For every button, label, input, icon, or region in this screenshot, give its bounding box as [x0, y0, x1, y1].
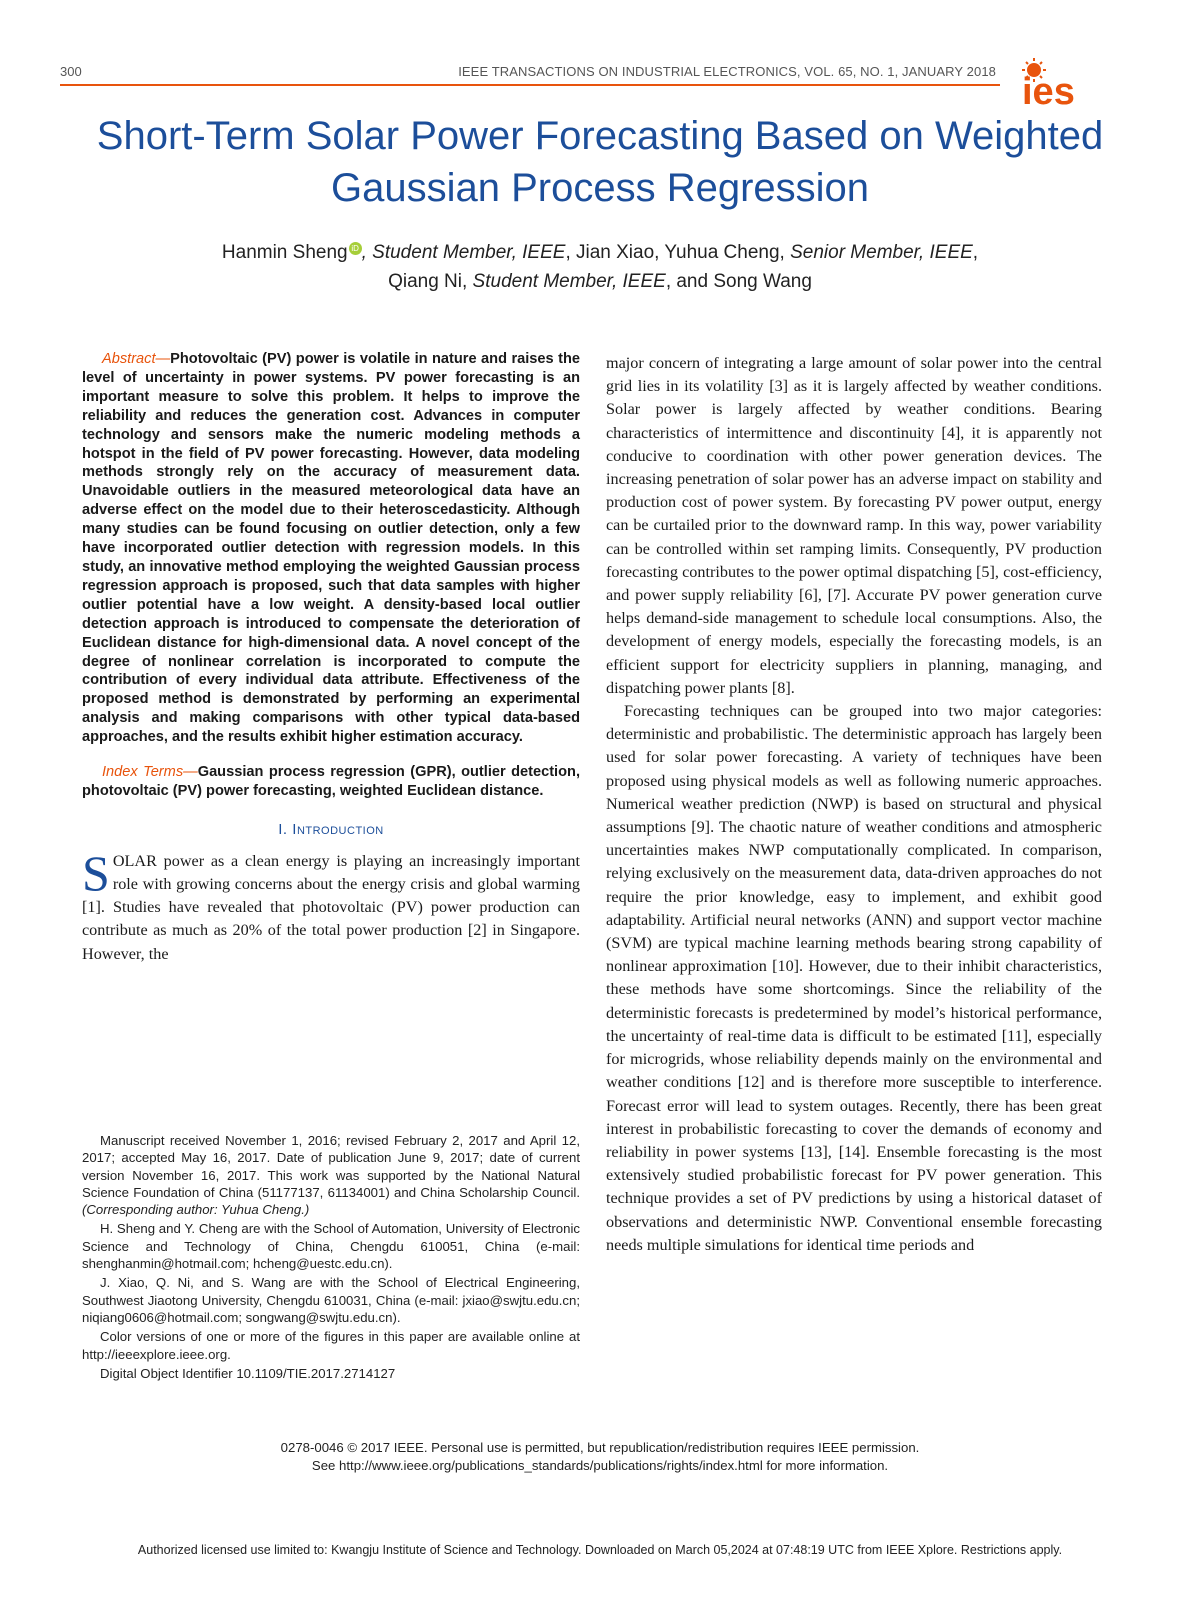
abstract: Abstract—Photovoltaic (PV) power is volatile in nature and raises the level of uncertainty in power systems. PV power forecasting is an important measure to solve this problem. It helps to improve the reliability and reduces the generation cost. Advances in computer technology and sensors make the numeric modeling methods a hotspot in the field of PV power forecasting. However, data modeling methods strongly rely on the accuracy of measurement data. Unavoidable outliers in the measured meteorological data have an adverse effect on the model due to their heteroscedasticity. Although many studies can be found focusing on outlier detection, only a few have incorporated outlier detection with regression models. In this study, an innovative method employing the weighted Gaussian process regression approach is proposed, such that data samples with higher outlier potential have a low weight. A density-based local outlier detection approach is introduced to compensate the deterioration of Euclidean distance for high-dimensional data. A novel concept of the degree of nonlinear correlation is incorporated to compute the contribution of every individual data attribute. Effectiveness of the proposed method is demonstrated by performing an experimental analysis and making comparisons with other typical data-based approaches, and the results exhibit higher estimation accuracy. — [82, 351, 580, 746]
right-column — [606, 352, 1102, 1257]
paper-title: Short-Term Solar Power Forecasting Based on Weighted Gaussian Process Regression — [96, 114, 1104, 210]
header-rule — [60, 84, 1000, 86]
author-name: Qiang Ni, — [388, 271, 473, 292]
intro-continuation: major concern of integrating a large amount of solar power into the central grid lies in its volatility [3] as it is largely affected by weather conditions. Solar power is largely affected by weather conditions. Bearing characteristics of intermittence and discontinuity [4], it is apparently not conducive to coordination with other power generation devices. The increasing penetration of solar power has an adverse impact on stability and production cost of power system. By forecasting PV power output, energy can be curtailed prior to the downward ramp. In this way, power variability can be controlled within set ramping limits. Consequently, PV production forecasting contributes to the power optimal dispatching [5], cost-efficiency, and power supply reliability [6], [7]. Accurate PV power generation curve helps demand-side management to schedule local consumptions. Also, the development of energy models, especially the forecasting models, is an efficient support for electricity suppliers in planning, managing, and dispatching power plants [8]. — [606, 354, 1102, 697]
page-number: 300 — [60, 64, 82, 79]
author-membership: Student Member, IEEE — [472, 271, 666, 292]
footnote-affiliation-2: J. Xiao, Q. Ni, and S. Wang are with the School of Electrical Engineering, Southwest Jiaotong University, Chengdu 610031, China (e-mail: jxiao@swjtu.edu.cn; niqiang0606@hotmail.com; songwang@swjtu.edu.cn). — [82, 1275, 580, 1325]
intro-paragraph — [82, 844, 580, 966]
footnote-manuscript-text: Manuscript received November 1, 2016; revised February 2, 2017 and April 12, 2017; accepted May 16, 2017. Date of publication June 9, 2017; date of current version November 16, 2017. This work was supported by the National Natural Science Foundation of China (51177137, 61134001) and China Scholarship Council. — [82, 1133, 580, 1200]
footnote-color-note: Color versions of one or more of the figures in this paper are available online at http://ieeexplore.ieee.org. — [82, 1329, 580, 1362]
ies-logo — [1014, 56, 1106, 108]
copyright-line-1: 0278-0046 © 2017 IEEE. Personal use is permitted, but republication/redistribution requires IEEE permission. — [280, 1440, 920, 1455]
author-name: , and Song Wang — [665, 271, 812, 292]
footnote-doi: Digital Object Identifier 10.1109/TIE.2017.2714127 — [100, 1365, 396, 1381]
orcid-icon[interactable]: iD — [349, 242, 362, 255]
left-column — [82, 350, 580, 966]
author-membership: , Student Member, IEEE — [361, 242, 566, 263]
intro-first-word: OLAR — [112, 851, 157, 870]
section-number: I. — [278, 820, 288, 838]
author-list — [60, 238, 1140, 296]
footnote-affiliation-1: H. Sheng and Y. Cheng are with the School of Automation, University of Electronic Science and Technology of China, Chengdu 610051, China (e-mail: shenghanmin@hotmail.com; hcheng@uestc.edu.cn). — [82, 1221, 580, 1272]
copyright-notice — [60, 1439, 1140, 1475]
abstract-text: Photovoltaic (PV) power is volatile in nature and raises the level of uncertainty in power systems. PV power forecasting is an important measure to solve this problem. It helps to improve the reliability and reduces the generation cost. Advances in computer technology and sensors make the numeric modeling methods a hotspot in the field of PV power forecasting. However, data modeling methods strongly rely on the accuracy of measurement data. Unavoidable outliers in the measured meteorological data have an adverse effect on the model due to their heteroscedasticity. Although many studies can be found focusing on outlier detection, only a few have incorporated outlier detection with regression models. In this study, an innovative method employing the weighted Gaussian process regression approach is proposed, such that data samples with higher outlier potential have a low weight. A density-based local outlier detection approach is introduced to compensate the deterioration of Euclidean distance for high-dimensional data. A novel concept of the degree of nonlinear correlation is incorporated to compute the contribution of every individual data attribute. Effectiveness of the proposed method is demonstrated by performing an experimental analysis and making comparisons with other typical data-based approaches, and the results exhibit higher estimation accuracy. — [82, 351, 580, 746]
corresponding-author: (Corresponding author: Yuhua Cheng.) — [82, 1202, 310, 1218]
copyright-line-2: See http://www.ieee.org/publications_standards/publications/rights/index.html for more information. — [311, 1458, 889, 1473]
footnote-manuscript — [82, 1132, 580, 1218]
author-name: , Jian Xiao, Yuhua Cheng, — [565, 242, 791, 263]
intro-paragraph-2: Forecasting techniques can be grouped into two major categories: deterministic and probabilistic. The deterministic approach has largely been used for solar power forecasting. A variety of techniques have been proposed using physical models as well as following numeric approaches. Numerical weather prediction (NWP) is based on structural and physical assumptions [9]. The chaotic nature of weather conditions and atmospheric uncertainties makes NWP computationally complicated. In comparison, relying exclusively on the measurement data, data-driven approaches do not require the prior knowledge, easy to implement, and exhibit good adaptability. Artificial neural networks (ANN) and support vector machine (SVM) are typical machine learning methods bearing strong capability of nonlinear approximation [10]. However, due to their inhibit characteristics, these methods have some shortcomings. Since the reliability of the deterministic forecasts is predetermined by model’s historical performance, the uncertainty of real-time data is difficult to be estimated [11], especially for microgrids, whose reliability depends mainly on the environmental and weather conditions [12] and is therefore more susceptible to interference. Forecast error will lead to system outages. Recently, there has been great interest in probabilistic forecasting to cover the demands of economy and reliability in power systems [13], [14]. Ensemble forecasting is the most extensively studied probabilistic forecast for PV power generation. This technique provides a set of PV predictions by using a historical dataset of observations and deterministic NWP. Conventional ensemble forecasting needs multiple simulations for identical time periods and — [606, 702, 1102, 1254]
ies-logo-text: ies — [1022, 71, 1075, 108]
author-membership: Senior Member, IEEE — [790, 242, 973, 263]
abstract-label: Abstract — [102, 351, 156, 367]
index-terms-label: Index Terms — [102, 764, 184, 781]
license-notice: Authorized licensed use limited to: Kwangju Institute of Science and Technology. Downloaded on March 05,2024 at 07:48:19 UTC from IEEE Xplore. Restrictions apply. — [137, 1543, 1063, 1557]
author-separator: , — [972, 242, 979, 263]
author-name: Hanmin Sheng — [221, 242, 348, 263]
footnotes — [82, 1132, 580, 1384]
section-heading — [82, 821, 580, 838]
intro-text-left — [82, 844, 580, 966]
intro-paragraph-text: power as a clean energy is playing an increasingly important role with growing concerns about the energy crisis and global warming [1]. Studies have revealed that photovoltaic (PV) power production can contribute as much as 20% of the total power production [2] in Singapore. However, the — [82, 851, 580, 963]
index-terms: Index Terms—Gaussian process regression (GPR), outlier detection, photovoltaic (PV) power forecasting, weighted Euclidean distance. — [82, 764, 580, 799]
drop-cap: S — [82, 844, 110, 901]
index-terms-text: Gaussian process regression (GPR), outlier detection, photovoltaic (PV) power forecasting, weighted Euclidean distance. — [82, 764, 580, 799]
journal-header: IEEE TRANSACTIONS ON INDUSTRIAL ELECTRONICS, VOL. 65, NO. 1, JANUARY 2018 — [458, 64, 996, 79]
section-title: Introduction — [292, 820, 384, 838]
